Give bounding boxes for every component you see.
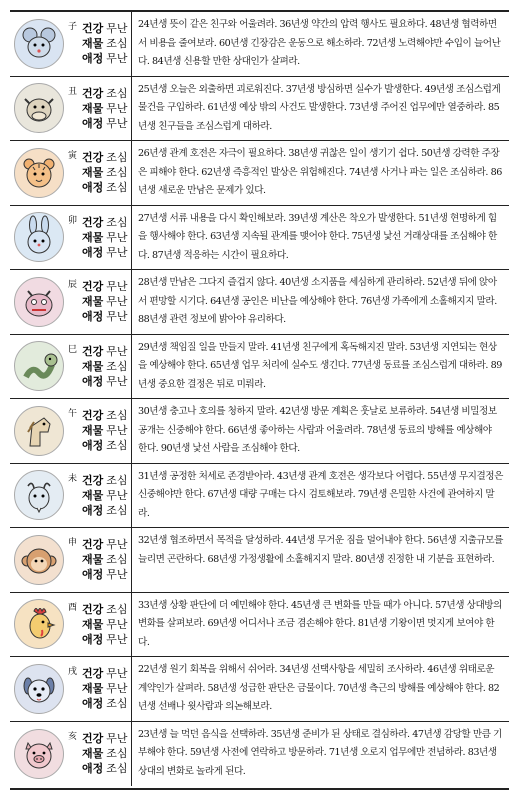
love-label: 애정 xyxy=(82,568,104,582)
health-value: 조심 xyxy=(106,86,128,100)
health-label: 건강 xyxy=(82,344,104,358)
money-status xyxy=(82,102,128,115)
health-label: 건강 xyxy=(82,667,104,681)
money-label: 재물 xyxy=(82,488,104,502)
money-value: 무난 xyxy=(106,230,128,244)
fortune-text: 22년생 원기 회복을 위해서 쉬어라. 34년생 선택사항을 세밀히 조사하라. 46년생 위태로운 계약인가 살펴라. 58년생 성급한 판단은 금물이다. 70년생 측근의 방해를 예상해야 한다. 82년생 선배나 윗사람과 의논해보라. xyxy=(138,664,500,712)
love-status xyxy=(82,762,128,775)
health-label: 건강 xyxy=(82,280,104,294)
rabbit-icon xyxy=(16,214,62,260)
health-label: 건강 xyxy=(82,215,104,229)
money-label: 재물 xyxy=(82,747,104,761)
health-status xyxy=(82,474,128,487)
money-label: 재물 xyxy=(82,682,104,696)
money-label: 재물 xyxy=(82,359,104,373)
health-label: 건강 xyxy=(82,538,104,552)
money-status xyxy=(82,360,128,373)
money-status xyxy=(82,682,128,695)
zodiac-row xyxy=(10,335,509,400)
zodiac-badge xyxy=(14,535,64,585)
fortune-status-list xyxy=(82,87,128,130)
zodiac-label-cell xyxy=(10,464,132,528)
fortune-status-list xyxy=(82,22,128,65)
health-value: 조심 xyxy=(106,473,128,487)
health-value: 조심 xyxy=(106,602,128,616)
fortune-text: 24년생 뜻이 같은 친구와 어울려라. 36년생 약간의 압력 행사도 필요하다. 48년생 협력하면서 비용을 줄여보라. 60년생 긴장감은 운동으로 해소하라. 72년생 노력해야만 수입이 늘어난다. 84년생 신용할 만한 상대인가 살펴라. xyxy=(138,19,501,67)
zodiac-label-cell xyxy=(10,399,132,463)
zodiac-label-cell xyxy=(10,77,132,141)
zodiac-label-cell xyxy=(10,335,132,399)
health-status xyxy=(82,87,128,100)
fortune-status-list xyxy=(82,151,128,194)
money-value: 무난 xyxy=(106,488,128,502)
zodiac-hanja: 戌 xyxy=(68,667,78,677)
health-status xyxy=(82,667,128,680)
love-label: 애정 xyxy=(82,439,104,453)
love-value: 무난 xyxy=(106,52,128,66)
zodiac-label-cell xyxy=(10,12,132,76)
health-label: 건강 xyxy=(82,732,104,746)
ox-icon xyxy=(16,85,62,131)
zodiac-row xyxy=(10,141,509,206)
zodiac-badge xyxy=(14,470,64,520)
love-value: 무난 xyxy=(106,632,128,646)
zodiac-hanja: 辰 xyxy=(68,280,78,290)
money-value: 무난 xyxy=(106,101,128,115)
health-value: 조심 xyxy=(106,151,128,165)
fortune-text: 23년생 늘 먹던 음식을 선택하라. 35년생 준비가 된 상태로 결심하라. 47년생 감당할 만큼 기부해야 한다. 59년생 사전에 연락하고 방문하라. 71년생 오로지 업무에만 전념하라. 83년생 상대의 변화로 놀라게 된다. xyxy=(138,728,502,777)
money-value: 조심 xyxy=(106,166,128,180)
money-value: 조심 xyxy=(106,37,128,51)
fortune-text: 25년생 오늘은 외출하면 괴로워진다. 37년생 방심하면 실수가 발생한다. 49년생 조심스럽게 물건을 구입하라. 61년생 예상 밖의 사건도 발생한다. 73년생 주어진 업무에만 열중하라. 85년생 친구들을 조심스럽게 대하라. xyxy=(138,83,501,132)
love-status xyxy=(82,504,128,517)
fortune-status-list xyxy=(82,538,128,581)
money-status xyxy=(82,166,128,179)
health-label: 건강 xyxy=(82,151,104,165)
love-status xyxy=(82,117,128,130)
fortune-status-list xyxy=(82,280,128,323)
love-label: 애정 xyxy=(82,310,104,324)
fortune-text: 33년생 상황 판단에 더 예민해야 한다. 45년생 큰 변화를 만들 때가 아니다. 57년생 상대방의 변화를 살펴보라. 69년생 어디서나 조금 겸손해야 한다. 81년생 기왕이면 멋지게 보여야 한다. xyxy=(138,599,502,648)
goat-icon xyxy=(16,472,62,518)
health-label: 건강 xyxy=(82,602,104,616)
money-value: 무난 xyxy=(106,682,128,696)
health-label: 건강 xyxy=(82,473,104,487)
zodiac-row xyxy=(10,528,509,593)
zodiac-badge xyxy=(14,83,64,133)
love-status xyxy=(82,246,128,259)
zodiac-hanja: 巳 xyxy=(68,344,78,355)
zodiac-row xyxy=(10,12,509,77)
zodiac-label-cell xyxy=(10,206,132,270)
love-value: 조심 xyxy=(106,762,128,776)
money-label: 재물 xyxy=(82,101,104,115)
horse-icon xyxy=(16,408,62,454)
health-label: 건강 xyxy=(82,409,104,423)
health-value: 무난 xyxy=(106,667,128,681)
love-label: 애정 xyxy=(82,762,104,776)
love-status xyxy=(82,375,128,388)
money-status xyxy=(82,618,128,631)
health-value: 무난 xyxy=(106,22,128,36)
zodiac-badge xyxy=(14,19,64,69)
love-label: 애정 xyxy=(82,632,104,646)
money-label: 재물 xyxy=(82,37,104,51)
zodiac-hanja: 亥 xyxy=(68,731,78,742)
love-value: 조심 xyxy=(106,503,128,517)
love-status xyxy=(82,568,128,581)
fortune-status-list xyxy=(82,732,128,775)
zodiac-row xyxy=(10,399,509,464)
money-status xyxy=(82,231,128,244)
love-label: 애정 xyxy=(82,503,104,517)
fortune-status-list xyxy=(82,667,128,710)
rooster-icon xyxy=(16,601,62,647)
tiger-icon xyxy=(16,150,62,196)
love-status xyxy=(82,310,128,323)
snake-icon xyxy=(16,343,62,389)
zodiac-label-cell xyxy=(10,141,132,205)
dog-icon xyxy=(16,666,62,712)
fortune-text: 29년생 책임질 일을 만들지 말라. 41년생 친구에게 혹독해지진 말라. 53년생 지연되는 현상을 예상해야 한다. 65년생 업무 처리에 실수도 생긴다. 77년생 동료를 조심스럽게 대하라. 89년생 중요한 결정은 뒤로 미뤄라. xyxy=(138,341,502,390)
money-value: 조심 xyxy=(106,553,128,567)
love-status xyxy=(82,633,128,646)
zodiac-hanja: 午 xyxy=(68,409,78,419)
money-status xyxy=(82,553,128,566)
pig-icon xyxy=(16,731,62,777)
zodiac-row xyxy=(10,206,509,271)
zodiac-row xyxy=(10,593,509,658)
fortune-text: 32년생 협조하면서 목적을 달성하라. 44년생 무거운 짐을 덜어내야 한다. 56년생 지출규모를 늘리면 곤란하다. 68년생 가정생활에 소홀해지지 말라. 80년생 진정한 내 기분을 표현하라. xyxy=(138,535,503,565)
fortune-text: 31년생 공정한 처세로 존경받아라. 43년생 관계 호전은 생각보다 어렵다. 55년생 무지결정은 신중해야만 한다. 67년생 대량 구매는 다시 검토해보라. 79년생 은밀한 사건에 관여하지 말라. xyxy=(138,470,503,519)
health-status xyxy=(82,732,128,745)
money-label: 재물 xyxy=(82,230,104,244)
health-value: 조심 xyxy=(106,409,128,423)
zodiac-hanja: 未 xyxy=(68,473,78,484)
fortune-text: 30년생 충고나 호의를 청하지 말라. 42년생 방문 계획은 훗날로 보류하라. 54년생 비밀정보 공개는 신중해야 한다. 66년생 좋아하는 사람과 어울려라. 78년생 동료의 방해를 예상해야 한다. 90년생 낯선 사람을 조심해야 한다. xyxy=(138,406,497,454)
love-status xyxy=(82,52,128,65)
love-status xyxy=(82,697,128,710)
zodiac-hanja: 酉 xyxy=(68,602,78,613)
love-status xyxy=(82,181,128,194)
love-label: 애정 xyxy=(82,52,104,66)
love-value: 무난 xyxy=(106,116,128,130)
zodiac-row xyxy=(10,464,509,529)
zodiac-fortune-table xyxy=(10,10,509,790)
love-value: 조심 xyxy=(106,697,128,711)
health-label: 건강 xyxy=(82,22,104,36)
money-label: 재물 xyxy=(82,553,104,567)
zodiac-hanja: 申 xyxy=(68,538,78,548)
money-status xyxy=(82,489,128,502)
zodiac-label-cell xyxy=(10,593,132,657)
zodiac-badge xyxy=(14,406,64,456)
fortune-status-list xyxy=(82,216,128,259)
money-label: 재물 xyxy=(82,166,104,180)
love-value: 무난 xyxy=(106,568,128,582)
love-value: 무난 xyxy=(106,374,128,388)
money-value: 무난 xyxy=(106,424,128,438)
health-status xyxy=(82,409,128,422)
love-label: 애정 xyxy=(82,697,104,711)
zodiac-badge xyxy=(14,277,64,327)
money-status xyxy=(82,37,128,50)
love-status xyxy=(82,439,128,452)
health-status xyxy=(82,345,128,358)
monkey-icon xyxy=(16,537,62,583)
money-label: 재물 xyxy=(82,617,104,631)
money-status xyxy=(82,424,128,437)
fortune-status-list xyxy=(82,409,128,452)
zodiac-label-cell xyxy=(10,722,132,787)
money-status xyxy=(82,747,128,760)
love-label: 애정 xyxy=(82,116,104,130)
zodiac-row xyxy=(10,77,509,142)
zodiac-badge xyxy=(14,148,64,198)
money-status xyxy=(82,295,128,308)
zodiac-badge xyxy=(14,729,64,779)
zodiac-row xyxy=(10,722,509,787)
zodiac-badge xyxy=(14,212,64,262)
zodiac-badge xyxy=(14,664,64,714)
health-label: 건강 xyxy=(82,86,104,100)
love-value: 조심 xyxy=(106,439,128,453)
health-value: 무난 xyxy=(106,344,128,358)
love-label: 애정 xyxy=(82,374,104,388)
zodiac-hanja: 卯 xyxy=(68,215,78,226)
dragon-icon xyxy=(16,279,62,325)
health-status xyxy=(82,538,128,551)
health-status xyxy=(82,280,128,293)
health-status xyxy=(82,216,128,229)
fortune-status-list xyxy=(82,345,128,388)
health-status xyxy=(82,603,128,616)
zodiac-hanja: 丑 xyxy=(68,86,78,97)
love-label: 애정 xyxy=(82,181,104,195)
rat-icon xyxy=(16,21,62,67)
zodiac-row xyxy=(10,270,509,335)
fortune-text: 26년생 관계 호전은 자극이 필요하다. 38년생 귀찮은 일이 생기기 쉽다. 50년생 강력한 주장은 피해야 한다. 62년생 즉흥적인 발상은 위험해진다. 74년생 사거나 파는 일은 조심하라. 86년생 새로운 만남은 문제가 있다. xyxy=(138,148,502,196)
zodiac-hanja: 子 xyxy=(68,22,78,32)
health-value: 무난 xyxy=(106,538,128,552)
money-value: 조심 xyxy=(106,747,128,761)
money-label: 재물 xyxy=(82,424,104,438)
health-value: 무난 xyxy=(106,280,128,294)
zodiac-label-cell xyxy=(10,528,132,592)
fortune-text: 27년생 서류 내용을 다시 확인해보라. 39년생 계산은 착오가 발생한다. 51년생 현명하게 힘을 행사해야 한다. 63년생 지속될 관계를 맺어야 한다. 75년생 낯선 거래상대를 조심해야 한다. 87년생 적응하는 시간이 필요하다. xyxy=(138,212,497,261)
money-value: 무난 xyxy=(106,295,128,309)
money-value: 조심 xyxy=(106,359,128,373)
love-value: 조심 xyxy=(106,181,128,195)
zodiac-badge xyxy=(14,341,64,391)
health-status xyxy=(82,22,128,35)
health-value: 무난 xyxy=(106,732,128,746)
fortune-status-list xyxy=(82,603,128,646)
zodiac-badge xyxy=(14,599,64,649)
money-label: 재물 xyxy=(82,295,104,309)
love-label: 애정 xyxy=(82,245,104,259)
health-value: 조심 xyxy=(106,215,128,229)
zodiac-row xyxy=(10,657,509,722)
zodiac-label-cell xyxy=(10,657,132,721)
health-status xyxy=(82,151,128,164)
money-value: 무난 xyxy=(106,617,128,631)
zodiac-label-cell xyxy=(10,270,132,334)
zodiac-hanja: 寅 xyxy=(68,151,78,161)
fortune-status-list xyxy=(82,474,128,517)
fortune-text: 28년생 만남은 그다지 즐겁지 않다. 40년생 소지품을 세심하게 관리하라. 52년생 뒤에 앉아서 편망할 시기다. 64년생 공인은 비난을 예상해야 한다. 76년생 가족에게 소홀해지지 말라. 88년생 관련 정보에 밝아야 유리하다. xyxy=(138,277,497,325)
love-value: 무난 xyxy=(106,245,128,259)
love-value: 무난 xyxy=(106,310,128,324)
